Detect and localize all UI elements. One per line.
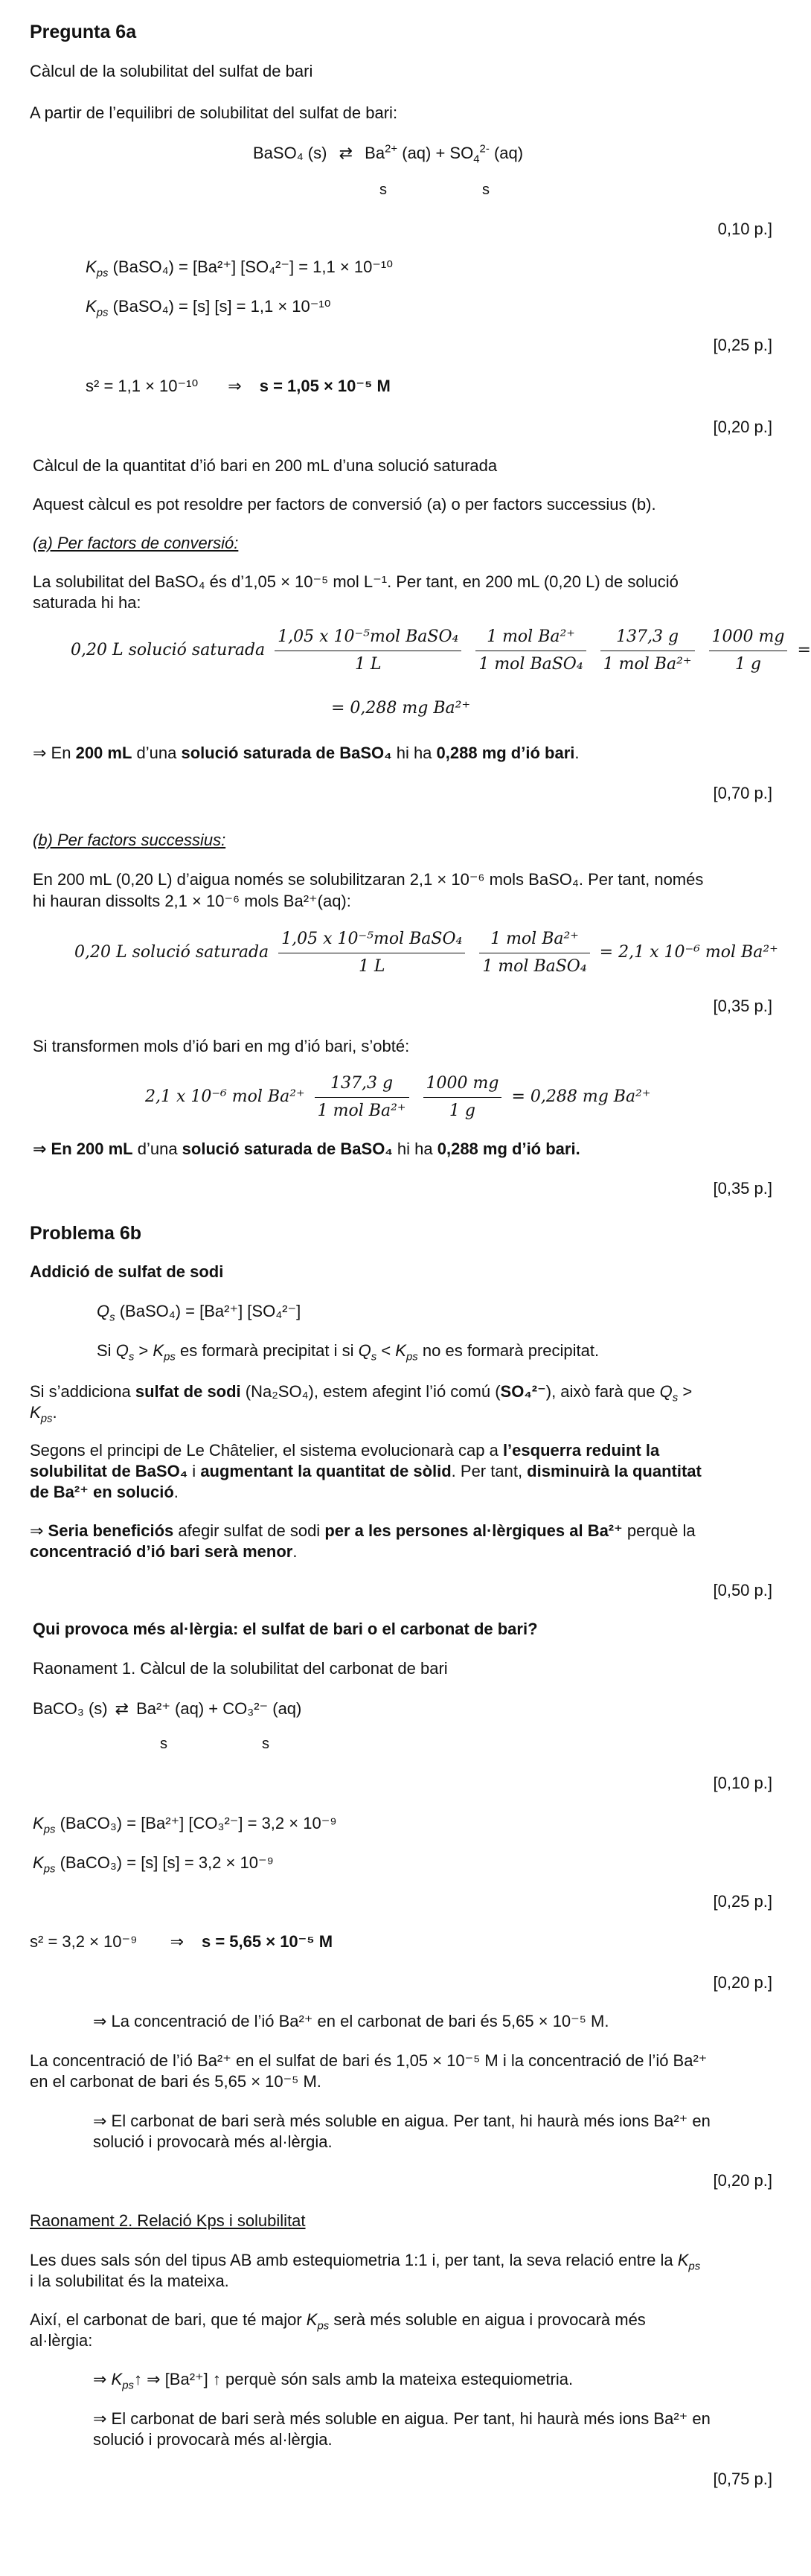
factor-4: $\frac{1000 mg}{1 g}$ [709,627,788,674]
r2-more-line2: solució i provocarà més al·lèrgia. [93,2430,333,2449]
a-conclusion: ⇒ En 200 mL d’una solució saturada de BaSO₄ hi ha 0,288 mg d’ió bari. [33,744,580,762]
points-0-25-b: [0,25 p.] [713,1892,772,1911]
benefit-line1: ⇒ Seria beneficiós afegir sulfat de sodi per a les persones al·lèrgiques al Ba²⁺ perquè la [30,1521,696,1540]
equilibrium-equation-baco3: BaCO₃ (s) ⇄ Ba²⁺ (aq) + CO₃²⁻ (aq) [33,1699,302,1718]
section-title-pregunta: Pregunta 6a [30,22,137,42]
points-0-20-c: [0,20 p.] [713,2171,772,2190]
s-label-so4: s [482,182,490,198]
equilibrium-arrow-icon: ⇄ [115,1699,129,1718]
successive-factor-equation: 0,20 L solució saturada $\frac{\text{1,05 x 10⁻⁵mol BaSO₄}}{1 L}$ $\frac{\text{1 mol Ba²⁺}}{\text{1 mol BaSO₄}}$ = 2,1 x 10⁻⁶ mol Ba²⁺ [74,930,778,976]
qs-condition: Si $Q_s > K_{ps}$ es formarà precipitat i si $Q_s < K_{ps}$ no es formarà precipitat. [97,1341,600,1364]
intro-text: A partir de l’equilibri de solubilitat del sulfat de bari: [30,103,398,122]
factor-4: $\frac{1000 mg}{1 g}$ [423,1073,502,1121]
heading-raonament-2: Raonament 2. Relació Kps i solubilitat [30,2211,306,2230]
moles-to-mg-equation: 2,1 x 10⁻⁶ mol Ba²⁺ $\frac{137,3 g}{\text{1 mol Ba²⁺}}$ $\frac{1000 mg}{1 g}$ = 0,288 mg Ba²⁺ [145,1074,651,1120]
successive-result: = 2,1 x 10⁻⁶ mol Ba²⁺ [599,943,778,962]
kps-expression-4: $K_{ps}$ (BaCO₃) = [s] [s] = 3,2 × 10⁻⁹ [33,1853,274,1876]
kps-expression-1 [86,257,393,278]
s-result: s = 1,05 × 10⁻⁵ M [259,377,391,395]
kps-expression-2 [86,296,331,317]
eq-so-sub: 4 [473,153,480,166]
heading-factors-conversio: (a) Per factors de conversió: [33,534,239,552]
calc2-text: Aquest càlcul es pot resoldre per factors de conversió (a) o per factors successius (b). [33,495,656,514]
equilibrium-equation-baso4 [253,143,523,164]
factor-3: $\frac{137,3 g}{\text{1 mol Ba²⁺}}$ [315,1073,409,1121]
factor-2: $\frac{\text{1 mol Ba²⁺}}{\text{1 mol BaSO₄}}$ [479,929,589,977]
r2-line1: Les dues sals són del tipus AB amb estequiometria 1:1 i, per tant, la seva relació entre la $K_{ps}$ [30,2251,701,2273]
concentration-baco3: ⇒ La concentració de l’ió Ba²⁺ en el carbonat de bari és 5,65 × 10⁻⁵ M. [93,2012,609,2030]
factor-1: $\frac{\text{1,05 x 10⁻⁵mol BaSO₄}}{1 L}$ [278,929,465,977]
qs-expression: $Q_s$ (BaSO₄) = [Ba²⁺] [SO₄²⁻] [97,1302,301,1324]
eq-so-charge: 2- [479,142,490,156]
benefit-line2: concentració d’ió bari serà menor. [30,1542,298,1561]
heading-raonament-1: Raonament 1. Càlcul de la solubilitat del carbonat de bari [33,1659,448,1678]
b-conclusion: ⇒ En 200 mL d’una solució saturada de BaSO₄ hi ha 0,288 mg d’ió bari. [33,1140,580,1158]
b-text-line2: hi hauran dissolts 2,1 × 10⁻⁶ mols Ba²⁺(aq): [33,892,351,910]
points-0-35-b: [0,35 p.] [713,1179,772,1198]
s2-text: s² = 1,1 × 10⁻¹⁰ [86,377,199,395]
eq-ba-aq: (aq) + SO [397,144,474,162]
f-start: 0,20 L solució saturada [71,641,266,659]
s-squared-equation-2: s² = 3,2 × 10⁻⁹ ⇒ s = 5,65 × 10⁻⁵ M [30,1932,333,1951]
heading-solubilitat-sulfat: Càlcul de la solubilitat del sulfat de bari [30,62,313,80]
points-0-20: [0,20 p.] [713,418,772,436]
kps-k: K [86,297,97,316]
points-0-25: [0,25 p.] [713,336,772,354]
points-0-50: [0,50 p.] [713,1581,772,1599]
conversion-result: = 0,288 mg Ba²⁺ [331,699,471,717]
kps-text: (BaSO₄) = [s] [s] = 1,1 × 10⁻¹⁰ [108,297,331,316]
kps-sub: ps [96,306,109,319]
r2-line4: al·lèrgia: [30,2331,93,2350]
mg-result: = 0,288 mg Ba²⁺ [511,1087,651,1106]
equals-sign: = [797,641,811,659]
kps-expression-3: $K_{ps}$ (BaCO₃) = [Ba²⁺] [CO₃²⁻] = 3,2 × 10⁻⁹ [33,1814,337,1836]
s-label-co3: s [262,1736,269,1752]
heading-addicio-sulfat-sodi: Addició de sulfat de sodi [30,1262,224,1281]
compare-line1: La concentració de l’ió Ba²⁺ en el sulfat de bari és 1,05 × 10⁻⁵ M i la concentració de l’ió Ba²⁺ [30,2051,708,2070]
heading-quantitat-200ml: Càlcul de la quantitat d’ió bari en 200 mL d’una solució saturada [33,456,498,475]
kps-k: K [86,258,97,276]
a-text-line1: La solubilitat del BaSO₄ és d’1,05 × 10⁻⁵ mol L⁻¹. Per tant, en 200 mL (0,20 L) de solució [33,572,679,591]
kps-sub: ps [96,266,109,280]
addition-line1: Si s’addiciona sulfat de sodi (Na₂SO₄), estem afegint l’ió comú (SO₄²⁻), això farà que $Q_s$ > [30,1382,693,1404]
points-0-20-b: [0,20 p.] [713,1973,772,1992]
r2-line3: Així, el carbonat de bari, que té major $K_{ps}$ serà més soluble en aigua i provocarà més [30,2310,646,2333]
more-soluble-line1: ⇒ El carbonat de bari serà més soluble en aigua. Per tant, hi haurà més ions Ba²⁺ en [93,2112,711,2130]
equilibrium-arrow-icon: ⇄ [339,144,353,162]
eq-ba: Ba [365,144,385,162]
compare-line2: en el carbonat de bari és 5,65 × 10⁻⁵ M. [30,2072,321,2091]
a-text-line2: saturada hi ha: [33,593,141,612]
eq-so-aq: (aq) [489,144,524,162]
factor-1: $\frac{\text{1,05 x 10⁻⁵mol BaSO₄}}{1 L}$ [275,627,461,674]
section-title-problema: Problema 6b [30,1223,142,1244]
points-0-10: 0,10 p.] [717,220,772,238]
conversion-factor-equation [71,627,811,674]
eq-reactant: BaSO₄ (s) [253,144,327,162]
heading-qui-provoca-allergia: Qui provoca més al·lèrgia: el sulfat de bari o el carbonat de bari? [33,1620,538,1638]
addition-line2: $K_{ps}$. [30,1403,57,1425]
points-0-75: [0,75 p.] [713,2470,772,2488]
kps-text: (BaSO₄) = [Ba²⁺] [SO₄²⁻] = 1,1 × 10⁻¹⁰ [108,258,394,276]
points-0-70: [0,70 p.] [713,784,772,802]
more-soluble-line2: solució i provocarà més al·lèrgia. [93,2132,333,2151]
le-chatelier-line3: de Ba²⁺ en solució. [30,1483,179,1501]
factor-2: $\frac{\text{1 mol Ba²⁺}}{\text{1 mol BaSO₄}}$ [475,627,586,674]
s-squared-equation [86,376,391,397]
s-label-ba: s [379,182,387,198]
implies-icon: ⇒ [228,377,242,395]
heading-factors-successius: (b) Per factors successius: [33,831,226,849]
b-text-line3: Si transformen mols d’ió bari en mg d’ió bari, s’obté: [33,1037,410,1055]
le-chatelier-line2: solubilitat de BaSO₄ i augmentant la quantitat de sòlid. Per tant, disminuirà la quantitat [30,1462,702,1480]
kps-arrow-relation: ⇒ $K_{ps}↑$ ⇒ [Ba²⁺] ↑ perquè són sals amb la mateixa estequiometria. [93,2370,574,2392]
factor-3: $\frac{137,3 g}{\text{1 mol Ba²⁺}}$ [600,627,695,674]
le-chatelier-line1: Segons el principi de Le Châtelier, el sistema evolucionarà cap a l’esquerra reduint la [30,1441,660,1460]
eq-ba-charge: 2+ [385,142,398,156]
points-0-35-a: [0,35 p.] [713,997,772,1015]
implies-icon: ⇒ [170,1932,184,1951]
b-text-line1: En 200 mL (0,20 L) d’aigua només se solubilitzaran 2,1 × 10⁻⁶ mols BaSO₄. Per tant, només [33,870,704,889]
r2-line2: i la solubilitat és la mateixa. [30,2272,229,2290]
r2-more-line1: ⇒ El carbonat de bari serà més soluble en aigua. Per tant, hi haurà més ions Ba²⁺ en [93,2409,711,2428]
s-label-ba-2: s [160,1736,167,1752]
points-0-10-b: [0,10 p.] [713,1774,772,1792]
